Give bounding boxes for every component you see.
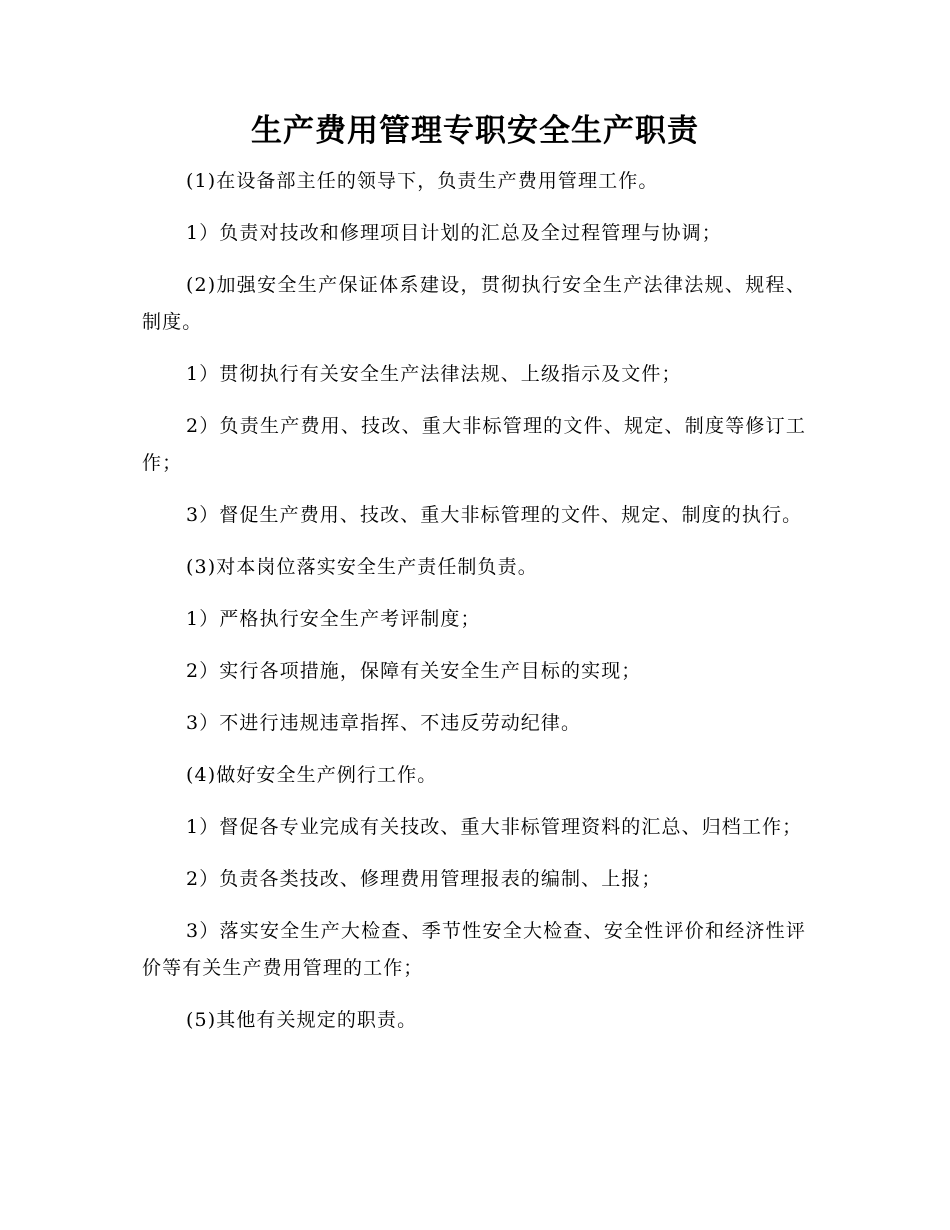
paragraph-8: 1）严格执行安全生产考评制度； (186, 608, 481, 630)
paragraph-3: (2)加强安全生产保证体系建设，贯彻执行安全生产法律法规、规程、制度。 (142, 274, 806, 333)
paragraph-4: 1）贯彻执行有关安全生产法律法规、上级指示及文件； (186, 363, 682, 385)
paragraph-14: 3）落实安全生产大检查、季节性安全大检查、安全性评价和经济性评价等有关生产费用管理的工作； (142, 920, 806, 979)
paragraph-2: 1）负责对技改和修理项目计划的汇总及全过程管理与协调； (186, 222, 722, 244)
paragraph-6: 3）督促生产费用、技改、重大非标管理的文件、规定、制度的执行。 (186, 504, 803, 526)
paragraph-12: 1）督促各专业完成有关技改、重大非标管理资料的汇总、归档工作； (186, 816, 803, 838)
document-body (142, 163, 806, 1054)
paragraph-5: 2）负责生产费用、技改、重大非标管理的文件、规定、制度等修订工作； (142, 415, 806, 474)
paragraph-11: (4)做好安全生产例行工作。 (186, 764, 438, 786)
paragraph-13: 2）负责各类技改、修理费用管理报表的编制、上报； (186, 868, 662, 890)
paragraph-15: (5)其他有关规定的职责。 (186, 1009, 418, 1031)
paragraph-1: (1)在设备部主任的领导下，负责生产费用管理工作。 (186, 170, 659, 192)
paragraph-9: 2）实行各项措施，保障有关安全生产目标的实现； (186, 660, 642, 682)
document-title: 生产费用管理专职安全生产职责 (251, 113, 699, 149)
paragraph-10: 3）不进行违规违章指挥、不违反劳动纪律。 (186, 712, 582, 734)
paragraph-7: (3)对本岗位落实安全生产责任制负责。 (186, 556, 538, 578)
